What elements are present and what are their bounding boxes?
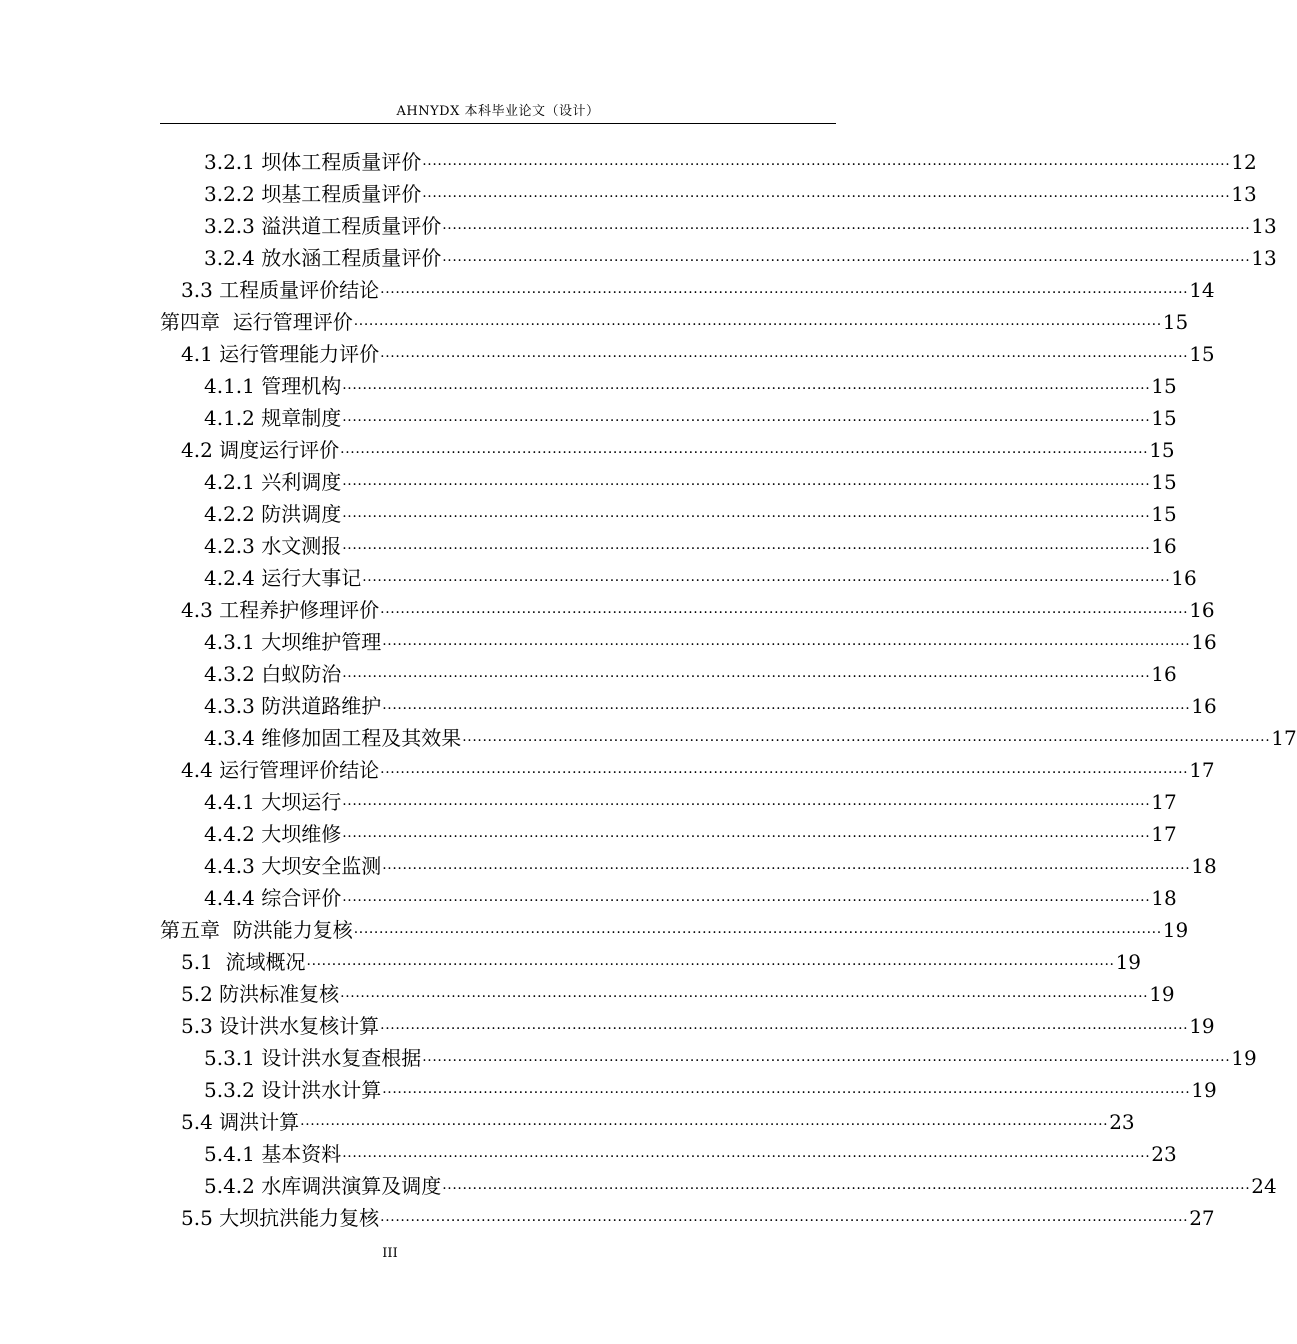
toc-entry-page-number: 19 xyxy=(1191,1078,1217,1102)
toc-entry[interactable] xyxy=(160,722,1297,754)
toc-entry-page-number: 17 xyxy=(1271,726,1297,750)
toc-entry-page-number: 15 xyxy=(1149,438,1175,462)
toc-entry-page-number: 15 xyxy=(1151,470,1177,494)
toc-entry-label: 5.4.1 基本资料 xyxy=(204,1142,342,1166)
toc-dot-leader: ································································································································································ xyxy=(342,829,1151,845)
toc-entry[interactable] xyxy=(160,1106,1135,1138)
toc-entry-page-number: 27 xyxy=(1189,1206,1215,1230)
toc-dot-leader: ································································································································································ xyxy=(342,413,1151,429)
toc-entry[interactable] xyxy=(160,850,1217,882)
toc-entry[interactable] xyxy=(160,690,1217,722)
toc-dot-leader: ································································································································································ xyxy=(380,765,1189,781)
toc-entry-label: 4.4.2 大坝维修 xyxy=(204,822,342,846)
toc-entry-label: 4.3 工程养护修理评价 xyxy=(181,598,380,622)
toc-entry-page-number: 16 xyxy=(1151,662,1177,686)
toc-entry-label: 4.2.1 兴利调度 xyxy=(204,470,342,494)
toc-entry[interactable] xyxy=(160,306,1189,338)
toc-entry-label: 4.2 调度运行评价 xyxy=(181,438,340,462)
toc-entry-label: 4.2.3 水文测报 xyxy=(204,534,342,558)
toc-dot-leader: ································································································································································ xyxy=(353,317,1162,333)
toc-dot-leader: ································································································································································ xyxy=(362,573,1171,589)
toc-entry[interactable] xyxy=(160,1202,1215,1234)
toc-entry-label: 4.4 运行管理评价结论 xyxy=(181,758,380,782)
toc-entry[interactable] xyxy=(160,1138,1177,1170)
toc-entry[interactable] xyxy=(160,466,1177,498)
toc-entry-label: 5.3.2 设计洪水计算 xyxy=(204,1078,382,1102)
toc-dot-leader: ································································································································································ xyxy=(342,477,1151,493)
toc-dot-leader: ································································································································································ xyxy=(382,701,1191,717)
toc-dot-leader: ································································································································································ xyxy=(422,1053,1231,1069)
toc-entry-page-number: 15 xyxy=(1151,406,1177,430)
toc-dot-leader: ································································································································································ xyxy=(442,1181,1251,1197)
toc-entry[interactable] xyxy=(160,914,1189,946)
toc-dot-leader: ································································································································································ xyxy=(442,221,1251,237)
toc-entry[interactable] xyxy=(160,1010,1215,1042)
toc-entry-page-number: 14 xyxy=(1189,278,1215,302)
toc-entry-label: 4.4.4 综合评价 xyxy=(204,886,342,910)
toc-dot-leader: ································································································································································ xyxy=(382,1085,1191,1101)
toc-entry-label: 3.2.3 溢洪道工程质量评价 xyxy=(204,214,442,238)
toc-entry[interactable] xyxy=(160,498,1177,530)
toc-entry[interactable] xyxy=(160,786,1177,818)
toc-entry-page-number: 23 xyxy=(1109,1110,1135,1134)
header-rule xyxy=(160,123,836,124)
toc-dot-leader: ································································································································································ xyxy=(382,637,1191,653)
toc-entry[interactable] xyxy=(160,146,1257,178)
toc-entry[interactable] xyxy=(160,178,1257,210)
toc-entry-label: 4.1 运行管理能力评价 xyxy=(181,342,380,366)
toc-dot-leader: ································································································································································ xyxy=(342,509,1151,525)
toc-entry-label: 4.3.4 维修加固工程及其效果 xyxy=(204,726,462,750)
toc-entry[interactable] xyxy=(160,594,1215,626)
toc-entry-label: 5.1 流域概况 xyxy=(181,950,306,974)
toc-entry-label: 5.4 调洪计算 xyxy=(181,1110,300,1134)
toc-entry-label: 4.4.3 大坝安全监测 xyxy=(204,854,382,878)
toc-entry-label: 4.2.2 防洪调度 xyxy=(204,502,342,526)
toc-entry-page-number: 13 xyxy=(1251,246,1277,270)
toc-entry[interactable] xyxy=(160,1170,1277,1202)
toc-entry[interactable] xyxy=(160,274,1215,306)
toc-entry[interactable] xyxy=(160,530,1177,562)
toc-entry[interactable] xyxy=(160,978,1175,1010)
toc-entry-label: 第五章 防洪能力复核 xyxy=(160,918,353,942)
toc-dot-leader: ································································································································································ xyxy=(380,1213,1189,1229)
toc-dot-leader: ································································································································································ xyxy=(422,157,1231,173)
toc-dot-leader: ································································································································································ xyxy=(442,253,1251,269)
toc-entry-label: 第四章 运行管理评价 xyxy=(160,310,353,334)
toc-entry[interactable] xyxy=(160,658,1177,690)
toc-entry-page-number: 19 xyxy=(1162,918,1189,942)
toc-entry-label: 5.2 防洪标准复核 xyxy=(181,982,340,1006)
toc-dot-leader: ································································································································································ xyxy=(380,605,1189,621)
toc-dot-leader: ································································································································································ xyxy=(382,861,1191,877)
toc-entry-label: 5.5 大坝抗洪能力复核 xyxy=(181,1206,380,1230)
page-number: III xyxy=(382,1246,398,1261)
toc-entry-label: 5.3 设计洪水复核计算 xyxy=(181,1014,380,1038)
toc-dot-leader: ································································································································································ xyxy=(340,989,1149,1005)
toc-entry-page-number: 16 xyxy=(1151,534,1177,558)
toc-entry-page-number: 16 xyxy=(1171,566,1197,590)
toc-entry-page-number: 17 xyxy=(1189,758,1215,782)
toc-dot-leader: ································································································································································ xyxy=(340,445,1149,461)
toc-entry[interactable] xyxy=(160,1042,1257,1074)
toc-entry-page-number: 19 xyxy=(1189,1014,1215,1038)
toc-entry-label: 5.3.1 设计洪水复查根据 xyxy=(204,1046,422,1070)
toc-dot-leader: ································································································································································ xyxy=(342,1149,1151,1165)
toc-entry-page-number: 19 xyxy=(1149,982,1175,1006)
toc-entry-label: 4.2.4 运行大事记 xyxy=(204,566,362,590)
toc-entry[interactable] xyxy=(160,754,1215,786)
toc-entry[interactable] xyxy=(160,402,1177,434)
table-of-contents xyxy=(160,146,1297,1234)
toc-entry[interactable] xyxy=(160,626,1217,658)
toc-entry-page-number: 13 xyxy=(1231,182,1257,206)
toc-entry-label: 4.1.1 管理机构 xyxy=(204,374,342,398)
toc-entry-label: 3.2.1 坝体工程质量评价 xyxy=(204,150,422,174)
toc-entry-page-number: 24 xyxy=(1251,1174,1277,1198)
toc-entry-page-number: 18 xyxy=(1151,886,1177,910)
toc-dot-leader: ································································································································································ xyxy=(353,925,1162,941)
toc-entry-page-number: 13 xyxy=(1251,214,1277,238)
toc-dot-leader: ································································································································································ xyxy=(380,285,1189,301)
toc-entry-page-number: 17 xyxy=(1151,822,1177,846)
toc-entry[interactable] xyxy=(160,338,1215,370)
toc-dot-leader: ································································································································································ xyxy=(380,349,1189,365)
toc-entry-label: 4.3.3 防洪道路维护 xyxy=(204,694,382,718)
toc-entry[interactable] xyxy=(160,210,1277,242)
toc-entry-label: 4.4.1 大坝运行 xyxy=(204,790,342,814)
toc-entry[interactable] xyxy=(160,562,1197,594)
toc-entry-page-number: 23 xyxy=(1151,1142,1177,1166)
toc-entry[interactable] xyxy=(160,434,1175,466)
toc-dot-leader: ································································································································································ xyxy=(380,1021,1189,1037)
toc-entry-page-number: 15 xyxy=(1189,342,1215,366)
toc-entry[interactable] xyxy=(160,882,1177,914)
toc-entry-page-number: 15 xyxy=(1151,374,1177,398)
toc-entry-label: 4.3.1 大坝维护管理 xyxy=(204,630,382,654)
toc-entry-label: 3.2.4 放水涵工程质量评价 xyxy=(204,246,442,270)
toc-dot-leader: ································································································································································ xyxy=(342,541,1151,557)
running-header: AHNYDX 本科毕业论文（设计） xyxy=(396,104,600,119)
toc-entry[interactable] xyxy=(160,1074,1217,1106)
toc-dot-leader: ································································································································································ xyxy=(342,381,1151,397)
toc-entry-page-number: 15 xyxy=(1162,310,1189,334)
toc-dot-leader: ································································································································································ xyxy=(342,669,1151,685)
toc-entry-page-number: 17 xyxy=(1151,790,1177,814)
toc-entry-label: 5.4.2 水库调洪演算及调度 xyxy=(204,1174,442,1198)
toc-entry[interactable] xyxy=(160,242,1277,274)
toc-entry-label: 4.1.2 规章制度 xyxy=(204,406,342,430)
toc-entry-page-number: 16 xyxy=(1191,630,1217,654)
toc-entry-page-number: 19 xyxy=(1231,1046,1257,1070)
toc-entry-label: 3.2.2 坝基工程质量评价 xyxy=(204,182,422,206)
toc-entry-label: 4.3.2 白蚁防治 xyxy=(204,662,342,686)
toc-dot-leader: ································································································································································ xyxy=(342,893,1151,909)
toc-dot-leader: ································································································································································ xyxy=(422,189,1231,205)
toc-entry[interactable] xyxy=(160,818,1177,850)
toc-entry-page-number: 15 xyxy=(1151,502,1177,526)
toc-entry-label: 3.3 工程质量评价结论 xyxy=(181,278,380,302)
toc-entry[interactable] xyxy=(160,946,1142,978)
toc-entry-page-number: 16 xyxy=(1191,694,1217,718)
toc-dot-leader: ································································································································································ xyxy=(462,733,1271,749)
toc-entry-page-number: 19 xyxy=(1115,950,1142,974)
toc-entry[interactable] xyxy=(160,370,1177,402)
toc-dot-leader: ································································································································································ xyxy=(300,1117,1109,1133)
toc-dot-leader: ································································································································································ xyxy=(342,797,1151,813)
toc-entry-page-number: 12 xyxy=(1231,150,1257,174)
toc-dot-leader: ································································································································································ xyxy=(306,957,1115,973)
toc-entry-page-number: 18 xyxy=(1191,854,1217,878)
toc-entry-page-number: 16 xyxy=(1189,598,1215,622)
